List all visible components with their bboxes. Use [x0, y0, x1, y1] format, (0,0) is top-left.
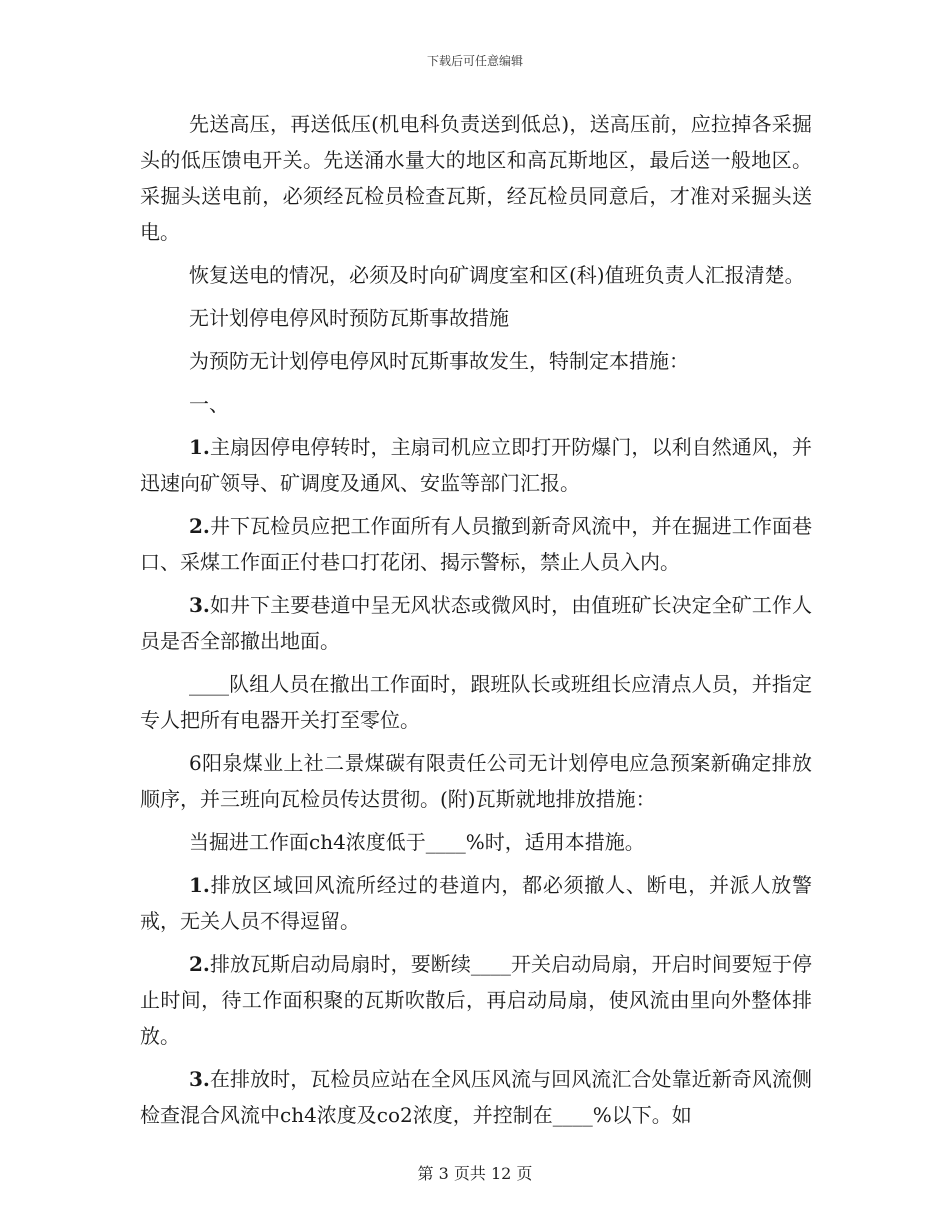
discharge-item-2: 2.排放瓦斯启动局扇时，要断续____开关启动局扇，开启时间要短于停止时间，待工作面积聚的瓦斯吹散后，再启动局扇，使风流由里向外整体排放。 — [140, 952, 812, 1048]
paragraph-company-plan: 6阳泉煤业上社二景煤碳有限责任公司无计划停电应急预案新确定排放顺序，并三班向瓦检员传达贯彻。(附)瓦斯就地排放措施： — [140, 751, 812, 811]
section-number-one: 一、 — [189, 392, 229, 416]
paragraph-power-restore-order: 先送高压，再送低压(机电科负责送到低总)，送高压前，应拉掉各采掘头的低压馈电开关。先送涌水量大的地区和高瓦斯地区，最后送一般地区。采掘头送电前，必须经瓦检员检查瓦斯，经瓦检员同意后，才准对采掘头送电。 — [140, 112, 812, 244]
page-footer: 第 3 页共 12 页 — [417, 1164, 533, 1183]
paragraph-purpose: 为预防无计划停电停风时瓦斯事故发生，特制定本措施： — [189, 349, 689, 373]
paragraph-applicability: 当掘进工作面ch4浓度低于____%时，适用本措施。 — [189, 830, 645, 854]
list-item-3: 3.如井下主要巷道中呈无风状态或微风时，由值班矿长决定全矿工作人员是否全部撤出地面。 — [140, 593, 812, 653]
discharge-item-1: 1.排放区域回风流所经过的巷道内，都必须撤人、断电，并派人放警戒，无关人员不得逗留。 — [140, 873, 812, 933]
paragraph-report-restore: 恢复送电的情况，必须及时向矿调度室和区(科)值班负责人汇报清楚。 — [189, 263, 805, 287]
document-body — [140, 106, 812, 1140]
section-title: 无计划停电停风时预防瓦斯事故措施 — [189, 306, 509, 330]
page-header: 下载后可任意编辑 — [426, 54, 523, 68]
discharge-item-3: 3.在排放时，瓦检员应站在全风压风流与回风流汇合处靠近新奇风流侧检查混合风流中ch4浓度及co2浓度，并控制在____%以下。如 — [140, 1067, 812, 1127]
list-item-2: 2.井下瓦检员应把工作面所有人员撤到新奇风流中，并在掘进工作面巷口、采煤工作面正付巷口打花闭、揭示警标，禁止人员入内。 — [140, 514, 812, 574]
paragraph-team-evacuation: ____队组人员在撤出工作面时，跟班队长或班组长应清点人员，并指定专人把所有电器开关打至零位。 — [140, 672, 812, 732]
list-item-1: 1.主扇因停电停转时，主扇司机应立即打开防爆门，以利自然通风，并迅速向矿领导、矿调度及通风、安监等部门汇报。 — [140, 435, 812, 495]
